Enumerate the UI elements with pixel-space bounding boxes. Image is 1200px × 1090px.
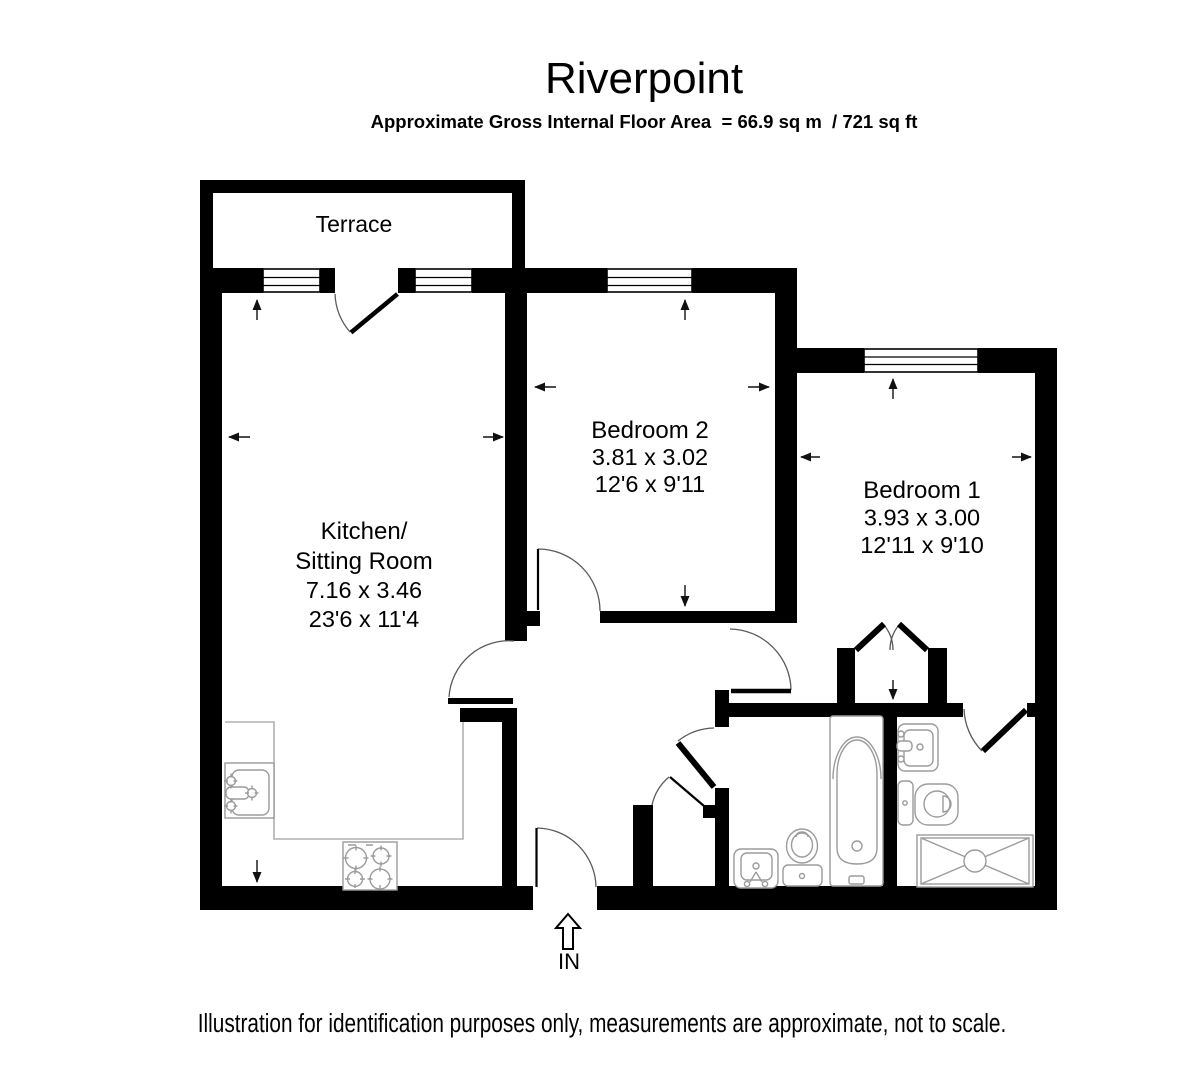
room-dim-bedroom1-imperial: 12'11 x 9'10 [860,532,984,558]
wardrobe-doors [856,624,927,650]
room-label-kitchen-line2: Sitting Room [295,548,433,575]
terrace-wall-top [200,180,525,193]
shower [917,835,1033,887]
room-label-bedroom1: Bedroom 1 [863,477,981,504]
bedroom1-window [864,349,978,372]
room-label-bedroom2: Bedroom 2 [591,417,709,444]
kitchen-sink [224,763,274,818]
room-dim-kitchen-metric: 7.16 x 3.46 [305,577,423,603]
entrance-arrow-icon [556,914,580,949]
hall-cupboard-door [652,777,704,806]
ensuite-basin [897,724,938,771]
terrace-door [335,294,398,333]
ensuite-toilet [898,781,958,825]
entrance-door [537,828,597,887]
footer-note: Illustration for identification purposes only, measurements are approximate, not to scale. [197,1008,1007,1038]
bathtub [830,716,883,886]
windows [263,269,978,372]
page-title: Riverpoint [544,54,744,103]
entrance-marker [556,914,580,974]
hall-door [730,629,791,691]
terrace-window-1 [263,269,320,292]
room-dim-kitchen-imperial: 23'6 x 11'4 [308,606,420,632]
wash-basin [734,849,778,888]
terrace-wall-left [200,193,213,268]
room-dim-bedroom1-metric: 3.93 x 3.00 [863,504,981,531]
kitchen-door [448,641,514,704]
room-label-terrace: Terrace [315,211,393,237]
toilet [783,829,822,886]
terrace-window-2 [415,269,472,292]
hob [343,842,397,890]
ensuite-door [964,709,1026,751]
page-subtitle: Approximate Gross Internal Floor Area = 66.9 sq m / 721 sq ft [370,111,918,132]
bedroom2-window [607,269,692,292]
title-block [371,54,918,132]
bedroom2-door [538,549,600,611]
room-dim-bedroom2-imperial: 12'6 x 9'11 [594,471,706,497]
room-dim-bedroom2-metric: 3.81 x 3.02 [591,444,709,470]
bathroom-door [678,728,714,787]
terrace-wall-right [512,193,525,268]
entrance-label: IN [558,949,580,974]
room-label-kitchen-line1: Kitchen/ [320,518,408,545]
